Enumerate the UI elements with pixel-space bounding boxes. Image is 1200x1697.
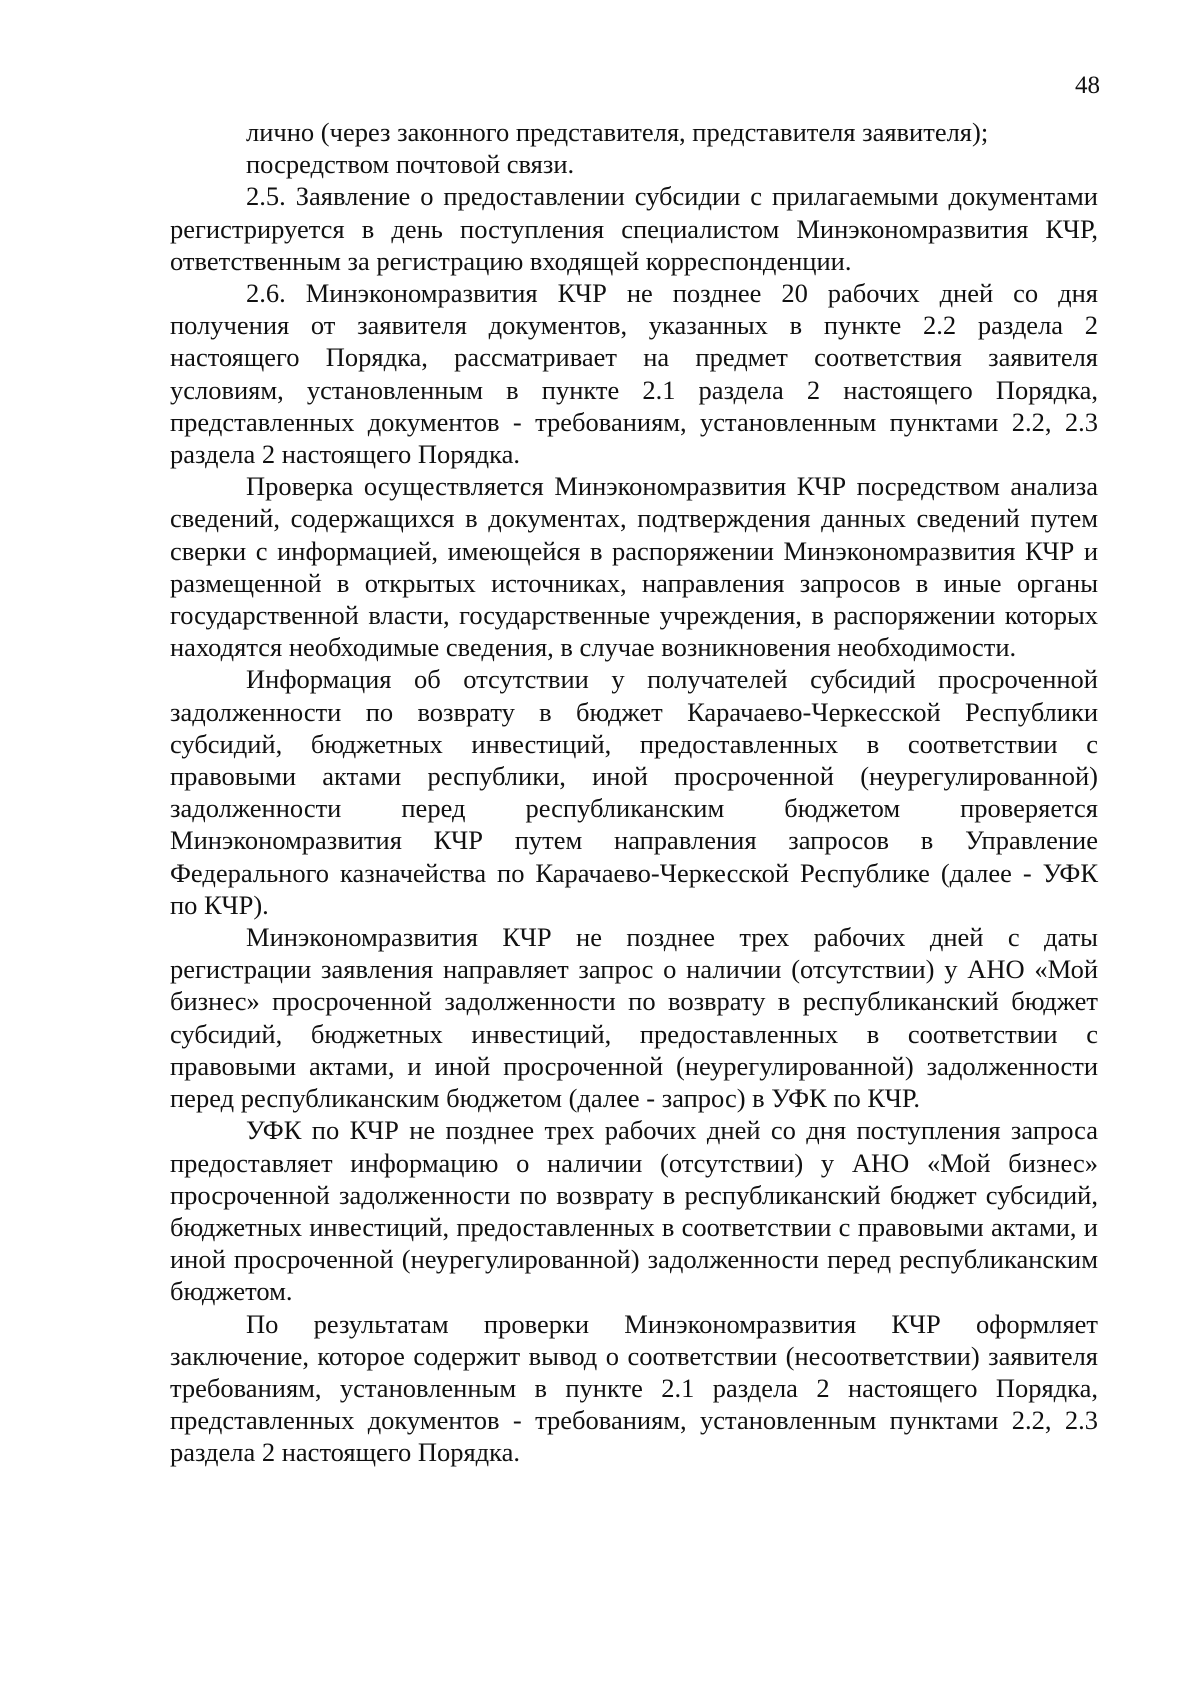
paragraph-conclusion: По результатам проверки Минэкономразвития КЧР оформляет заключение, которое содержит вывод о соответствии (несоответствии) заявителя требованиям, установленным в пункте 2.1 раздела 2 настоящего Порядка, представленных документов - требованиям, установленным пунктами 2.2, 2.3 раздела 2 настоящего Порядка. <box>170 1308 1098 1468</box>
paragraph-ufk-response: УФК по КЧР не позднее трех рабочих дней со дня поступления запроса предоставляет информацию о наличии (отсутствии) у АНО «Мой бизнес» просроченной задолженности по возврату в республиканский бюджет субсидий, бюджетных инвестиций, предоставленных в соответствии с правовыми актами, и иной просроченной (неурегулированной) задолженности перед республиканским бюджетом. <box>170 1115 1098 1307</box>
paragraph-verification: Проверка осуществляется Минэкономразвития КЧР посредством анализа сведений, содержащихся в документах, подтверждения данных сведений путем сверки с информацией, имеющейся в распоряжении Минэкономразвития КЧР и размещенной в открытых источниках, направления запросов в иные органы государственной власти, государственные учреждения, в распоряжении которых находятся необходимые сведения, в случае возникновения необходимости. <box>170 471 1098 663</box>
paragraph-request-to-ufk: Минэкономразвития КЧР не позднее трех рабочих дней с даты регистрации заявления направляет запрос о наличии (отсутствии) у АНО «Мой бизнес» просроченной задолженности по возврату в республиканский бюджет субсидий, бюджетных инвестиций, предоставленных в соответствии с правовыми актами, и иной просроченной (неурегулированной) задолженности перед республиканским бюджетом (далее - запрос) в УФК по КЧР. <box>170 922 1098 1114</box>
paragraph-delivery-in-person: лично (через законного представителя, представителя заявителя); <box>246 117 989 147</box>
document-body <box>170 116 1098 1469</box>
paragraph-delivery-by-mail: посредством почтовой связи. <box>246 149 575 180</box>
paragraph-2-5-registration: 2.5. Заявление о предоставлении субсидии с прилагаемыми документами регистрируется в день поступления специалистом Минэкономразвития КЧР, ответственным за регистрацию входящей корреспонденции. <box>170 181 1098 276</box>
paragraph-debt-information: Информация об отсутствии у получателей субсидий просроченной задолженности по возврату в бюджет Карачаево-Черкесской Республики субсидий, бюджетных инвестиций, предоставленных в соответствии с правовыми актами республики, иной просроченной (неурегулированной) задолженности перед республиканским бюджетом проверяется Минэкономразвития КЧР путем направления запросов в Управление Федерального казначейства по Карачаево-Черкесской Республике (далее - УФК по КЧР). <box>170 664 1098 920</box>
page-number: 48 <box>1075 72 1100 99</box>
paragraph-2-6-review: 2.6. Минэкономразвития КЧР не позднее 20 рабочих дней со дня получения от заявителя документов, указанных в пункте 2.2 раздела 2 настоящего Порядка, рассматривает на предмет соответствия заявителя условиям, установленным в пункте 2.1 раздела 2 настоящего Порядка, представленных документов - требованиям, установленным пунктами 2.2, 2.3 раздела 2 настоящего Порядка. <box>170 278 1098 470</box>
